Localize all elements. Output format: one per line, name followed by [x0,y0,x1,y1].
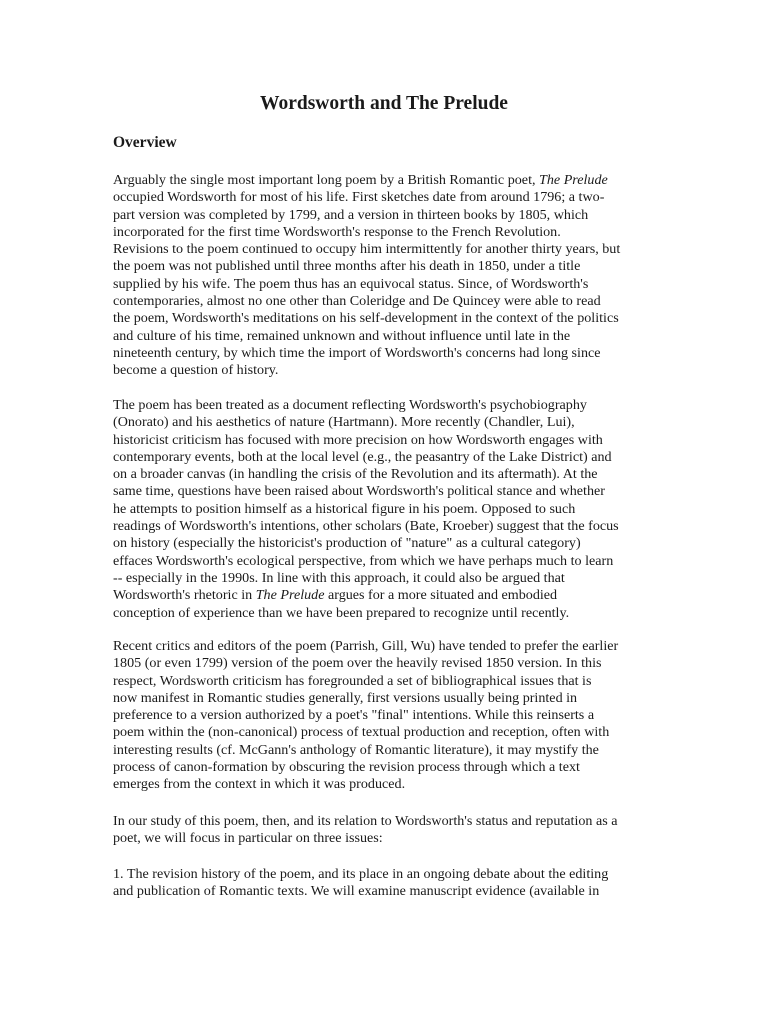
text-line: incorporated for the first time Wordsworth's response to the French Revolution. [113,223,561,240]
paragraph-3 [113,638,673,794]
text-line: interesting results (cf. McGann's anthology of Romantic literature), it may mystify the [113,741,599,758]
text-line: same time, questions have been raised about Wordsworth's political stance and whether [113,483,605,500]
paragraph-5 [113,866,673,901]
text-line: poem within the (non-canonical) process of textual production and reception, often with [113,724,610,741]
text-line: conception of experience than we have been prepared to recognize until recently. [113,604,570,621]
text-line: part version was completed by 1799, and a version in thirteen books by 1805, which [113,206,589,223]
text-line: on a broader canvas (in handling the crisis of the Revolution and its aftermath). At the [113,466,598,483]
paragraph-4 [113,813,673,848]
text-line: on history (especially the historicist's production of "nature" as a cultural category) [113,535,581,552]
text-line: Arguably the single most important long poem by a British Romantic poet, The Prelude [113,172,608,188]
text-line: supplied by his wife. The poem thus has an equivocal status. Since, of Wordsworth's [113,275,589,292]
text-line: poet, we will focus in particular on three issues: [113,830,383,847]
text-line: readings of Wordsworth's intentions, other scholars (Bate, Kroeber) suggest that the focus [113,518,619,535]
text-line: the poem was not published until three months after his death in 1850, under a title [113,258,581,275]
text-line: and culture of his time, remained unknown and without influence until late in the [113,327,571,344]
text-line: he attempts to position himself as a historical figure in his poem. Opposed to such [113,500,576,517]
text-line: and publication of Romantic texts. We will examine manuscript evidence (available in [113,883,600,900]
section-heading-overview: Overview [113,134,177,151]
paragraph-2 [113,397,673,622]
text-line: -- especially in the 1990s. In line with this approach, it could also be argued that [113,569,565,586]
text-line: The poem has been treated as a document reflecting Wordsworth's psychobiography [113,397,587,413]
text-line: Revisions to the poem continued to occupy him intermittently for another thirty years, but [113,241,621,258]
text-line: Wordsworth's rhetoric in The Prelude argues for a more situated and embodied [113,587,558,604]
text-line: In our study of this poem, then, and its relation to Wordsworth's status and reputation as a [113,813,618,829]
text-line: preference to a version authorized by a poet's "final" intentions. While this reinserts a [113,707,595,724]
text-line: contemporaries, almost no one other than Coleridge and De Quincey were able to read [113,293,601,310]
text-line: become a question of history. [113,362,279,379]
paragraph-1 [113,172,673,380]
text-line: emerges from the context in which it was produced. [113,776,406,793]
italic-title: The Prelude [539,172,608,188]
text-line: contemporary events, both at the local level (e.g., the peasantry of the Lake District) and [113,448,612,465]
text-line: process of canon-formation by obscuring the revision process through which a text [113,759,580,776]
text-line: nineteenth century, by which time the import of Wordsworth's concerns had long since [113,344,601,361]
italic-title: The Prelude [255,587,325,604]
text-line: 1805 (or even 1799) version of the poem over the heavily revised 1850 version. In this [113,655,602,672]
document-title: Wordsworth and The Prelude [260,93,508,114]
text-line: effaces Wordsworth's ecological perspective, from which we have perhaps much to learn [113,552,614,569]
text-line: Recent critics and editors of the poem (Parrish, Gill, Wu) have tended to prefer the earlier [113,638,619,654]
text-line: respect, Wordsworth criticism has foregrounded a set of bibliographical issues that is [113,672,592,689]
text-line: now manifest in Romantic studies generally, first versions usually being printed in [113,689,578,706]
text-line: the poem, Wordsworth's meditations on his self-development in the context of the politics [113,310,619,327]
text-line: historicist criticism has focused with more precision on how Wordsworth engages with [113,431,603,448]
text-line: occupied Wordsworth for most of his life. First sketches date from around 1796; a two- [113,189,605,206]
text-line: (Onorato) and his aesthetics of nature (Hartmann). More recently (Chandler, Lui), [113,414,575,431]
text-line: 1. The revision history of the poem, and its place in an ongoing debate about the editing [113,866,609,882]
